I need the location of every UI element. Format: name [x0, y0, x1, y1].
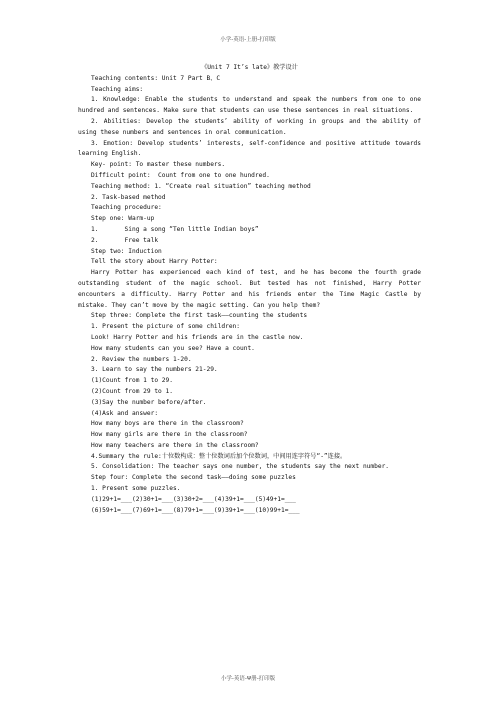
step-three-item-1: 1. Present the picture of some children: — [91, 323, 241, 331]
aim-emotion: 3. Emotion: Develop students’ interests, self-confidence and positive attitude towards learning English. — [78, 139, 421, 158]
step-two-heading: Step two: Induction — [91, 247, 162, 255]
count-down: (2)Count from 29 to 1. — [91, 387, 173, 395]
step-one-item-1: 1. Sing a song “Ten little Indian boys” — [91, 225, 259, 233]
question-boys: How many boys are there in the classroom? — [91, 420, 244, 428]
document-body — [78, 63, 421, 516]
teaching-aims-heading: Teaching aims: — [91, 85, 144, 93]
teaching-contents: Teaching contents: Unit 7 Part B、C — [91, 74, 221, 82]
aim-knowledge: 1. Knowledge: Enable the students to understand and speak the numbers from one to one hundred and sentences. Make sure that students can use these sentences in real situations. — [78, 96, 421, 115]
teaching-method: Teaching method: 1. “Create real situation” teaching method — [91, 182, 311, 190]
number-before-after: (3)Say the number before/after. — [91, 398, 207, 406]
teaching-method-2: 2. Task-based method — [91, 193, 166, 201]
ask-and-answer: (4)Ask and answer: — [91, 409, 159, 417]
step-four-heading: Step four: Complete the second task——doing some puzzles — [91, 474, 296, 482]
step-one-heading: Step one: Warm-up — [91, 215, 155, 223]
step-three-heading: Step three: Complete the first task——counting the students — [91, 312, 308, 320]
difficult-point: Difficult point: Count from one to one hundred. — [91, 171, 270, 179]
summary-rule: 4.Summary the rule:十位数构成：整十位数词后加个位数词，中间用连字符号“-”连接。 — [91, 452, 347, 460]
page-header: 小学-英语-上册-打印版 — [220, 37, 276, 43]
question-girls: How many girls are there in the classroom? — [91, 431, 248, 439]
consolidation: 5. Consolidation: The teacher says one number, the students say the next number. — [91, 463, 390, 471]
step-three-look: Look! Harry Potter and his friends are in the castle now. — [91, 333, 304, 341]
count-up: (1)Count from 1 to 29. — [91, 377, 173, 385]
step-three-item-2: 2. Review the numbers 1-20. — [91, 355, 192, 363]
question-teachers: How many teachers are there in the classroom? — [91, 441, 259, 449]
page-footer: 小学-英语-Ψ册-打印版 — [220, 676, 276, 682]
teaching-procedure-heading: Teaching procedure: — [91, 204, 162, 212]
step-two-intro: Tell the story about Harry Potter: — [91, 258, 218, 266]
present-puzzles: 1. Present some puzzles. — [91, 485, 181, 493]
puzzle-row-2: (6)59+1=___(7)69+1=___(8)79+1=___(9)39+1=___(10)99+1=___ — [91, 506, 300, 514]
step-three-how-many: How many students can you see? Have a count. — [91, 344, 255, 352]
harry-potter-story: Harry Potter has experienced each kind of test, and he has become the fourth grade outstanding student of the magic school. But tested has not finished, Harry Potter encounters a difficulty. Harry Potter and his friends enter the Time Magic Castle by mistake. They can’t move by the magic setting. Can you help them? — [78, 269, 421, 309]
step-three-item-3: 3. Learn to say the numbers 21-29. — [91, 366, 218, 374]
step-one-item-2: 2. Free talk — [91, 236, 159, 244]
document-title: 《Unit 7 It’s late》教学设计 — [201, 64, 298, 71]
puzzle-row-1: (1)29+1=___(2)30+1=___(3)30+2=___(4)39+1=___(5)49+1=___ — [91, 495, 296, 503]
aim-abilities: 2. Abilities: Develop the students’ ability of working in groups and the ability of using these numbers and sentences in oral communication. — [78, 117, 421, 136]
key-point: Key- point: To master these numbers. — [91, 161, 226, 169]
